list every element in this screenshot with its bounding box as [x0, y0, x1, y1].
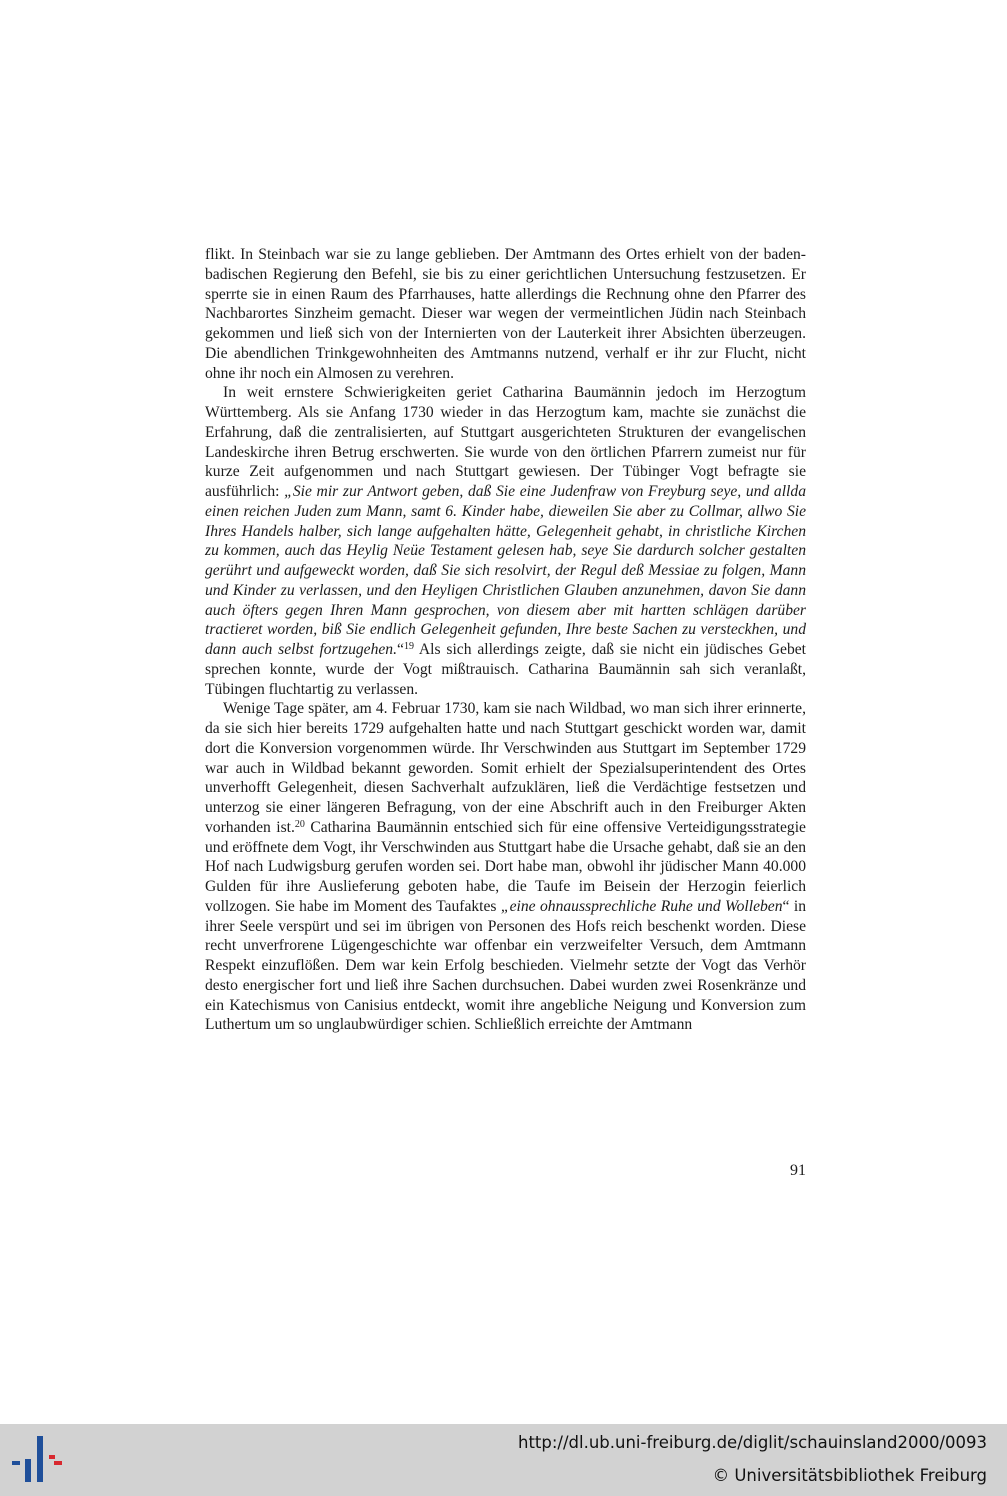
quoted-source-text: „Sie mir zur Antwort geben, daß Sie eine Judenfraw von Freyburg seye, und allda einen reichen Juden zum Mann, samt 6. Kinder habe, dieweilen Sie aber zu Collmar, allwo Sie Ihres Handels halber, sich lange aufgehalten hätte, Gelegenheit gehabt, in christliche Kirchen zu kommen, auch das Heylig Neüe Testament gelesen hab, seye Sie dardurch solcher gestalten gerührt und aufgeweckt worden, daß Sie sich resolvirt, der Regul deß Messiae zu folgen, Mann und Kinder zu verlassen, und den Heyligen Christlichen Glauben anzunehmen, davon Sie dann auch öfters gegen Ihren Mann gesprochen, von diesem aber mit hartten schlägen darüber tractieret worden, biß Sie endlich Gelegenheit gefunden, Ihre beste Sachen zu versteckhen, und dann auch selbst fortzugehen.: [205, 483, 806, 658]
paragraph: [205, 245, 806, 383]
page-number: 91: [790, 1162, 806, 1179]
ub-freiburg-logo-icon: [12, 1434, 64, 1486]
text-run: flikt. In Steinbach war sie zu lange geblieben. Der Amtmann des Ortes erhielt von der baden-badischen Regierung den Befehl, sie bis zu einer gerichtlichen Untersuchung festzusetzen. Er sperrte sie in einen Raum des Pfarrhauses, hatte allerdings die Rechnung ohne den Pfarrer des Nachbarortes Sinzheim gemacht. Dieser war wegen der vermeintlichen Jüdin nach Steinbach gekommen und ließ sich von der Internierten von der Lauterkeit ihrer Absichten überzeugen. Die abendlichen Trinkgewohnheiten des Amtmanns nutzend, verhalf er ihr zur Flucht, nicht ohne ihr noch ein Almosen zu verehren.: [205, 246, 806, 382]
copyright-notice: © Universitätsbibliothek Freiburg: [712, 1466, 987, 1485]
library-footer: [0, 1424, 1007, 1496]
text-run: Als sich allerdings zeigte, daß sie nicht ein jüdisches Gebet sprechen konnte, wurde der Vogt mißtrauisch. Catharina Baumännin sah sich veranlaßt, Tübingen fluchtartig zu verlassen.: [205, 641, 807, 698]
body-text: [205, 245, 806, 1035]
text-run: Wenige Tage später, am 4. Februar 1730, kam sie nach Wildbad, wo man sich ihrer erinnerte, da sie sich hier bereits 1729 aufgehalten hatte und nach Stuttgart geschickt worden war, damit dort die Konversion vorgenommen würde. Ihr Verschwinden aus Stuttgart im September 1729 war auch in Wildbad bekannt geworden. Somit erhielt der Spezialsuperintendent des Ortes unverhofft Gelegenheit, diesen Sachverhalt aufzuklären, ließ die Verdächtige festsetzen und unterzog sie einer längeren Befragung, von der eine Abschrift auch in den Freiburger Akten vorhanden ist.: [205, 700, 806, 836]
quoted-source-text: „eine ohnaussprechliche Ruhe und Wolleben: [500, 897, 783, 915]
text-run: In weit ernstere Schwierigkeiten geriet Catharina Baumännin jedoch im Herzogtum Württemberg. Als sie Anfang 1730 wieder in das Herzogtum kam, machte sie zunächst die Erfahrung, daß die zentralisierten, auf Stuttgart ausgerichteten Strukturen der evangelischen Landeskirche ihren Betrug erschwerten. Sie wurde von den örtlichen Pfarrern zumeist nur für kurze Zeit aufgenommen und nach Stuttgart gewiesen. Der Tübinger Vogt befragte sie ausführlich:: [205, 384, 806, 500]
text-run: “: [397, 641, 404, 658]
footnote-marker: 20: [294, 818, 305, 830]
source-url-link[interactable]: http://dl.ub.uni-freiburg.de/diglit/schauinsland2000/0093: [517, 1433, 987, 1452]
paragraph: [205, 383, 806, 699]
text-run: “ in ihrer Seele verspürt und sei im übrigen von Personen des Hofs reich beschenkt worden. Diese recht unverfrorene Lügengeschichte war offenbar ein verzweifelter Versuch, dem Amtmann Respekt einzuflößen. Dem war kein Erfolg beschieden. Vielmehr setzte der Vogt das Verhör desto energischer fort und ließ ihre Sachen durchsuchen. Dabei wurden zwei Rosenkränze und ein Katechismus von Canisius entdeckt, womit ihre angebliche Neigung und Konversion zum Luthertum um so unglaubwürdiger schien. Schließlich erreichte der Amtmann: [205, 897, 806, 1034]
footnote-marker: 19: [403, 641, 414, 652]
paragraph: [205, 699, 806, 1035]
text-run: Catharina Baumännin entschied sich für eine offensive Verteidigungsstrategie und eröffnete dem Vogt, ihr Verschwinden aus Stuttgart habe die Ursache gehabt, daß sie an den Hof nach Ludwigsburg gerufen worden sei. Dort habe man, obwohl ihr jüdischer Mann 40.000 Gulden für ihre Auslieferung geboten habe, die Taufe im Beisein der Herzogin feierlich vollzogen. Sie habe im Moment des Taufaktes: [205, 818, 806, 915]
